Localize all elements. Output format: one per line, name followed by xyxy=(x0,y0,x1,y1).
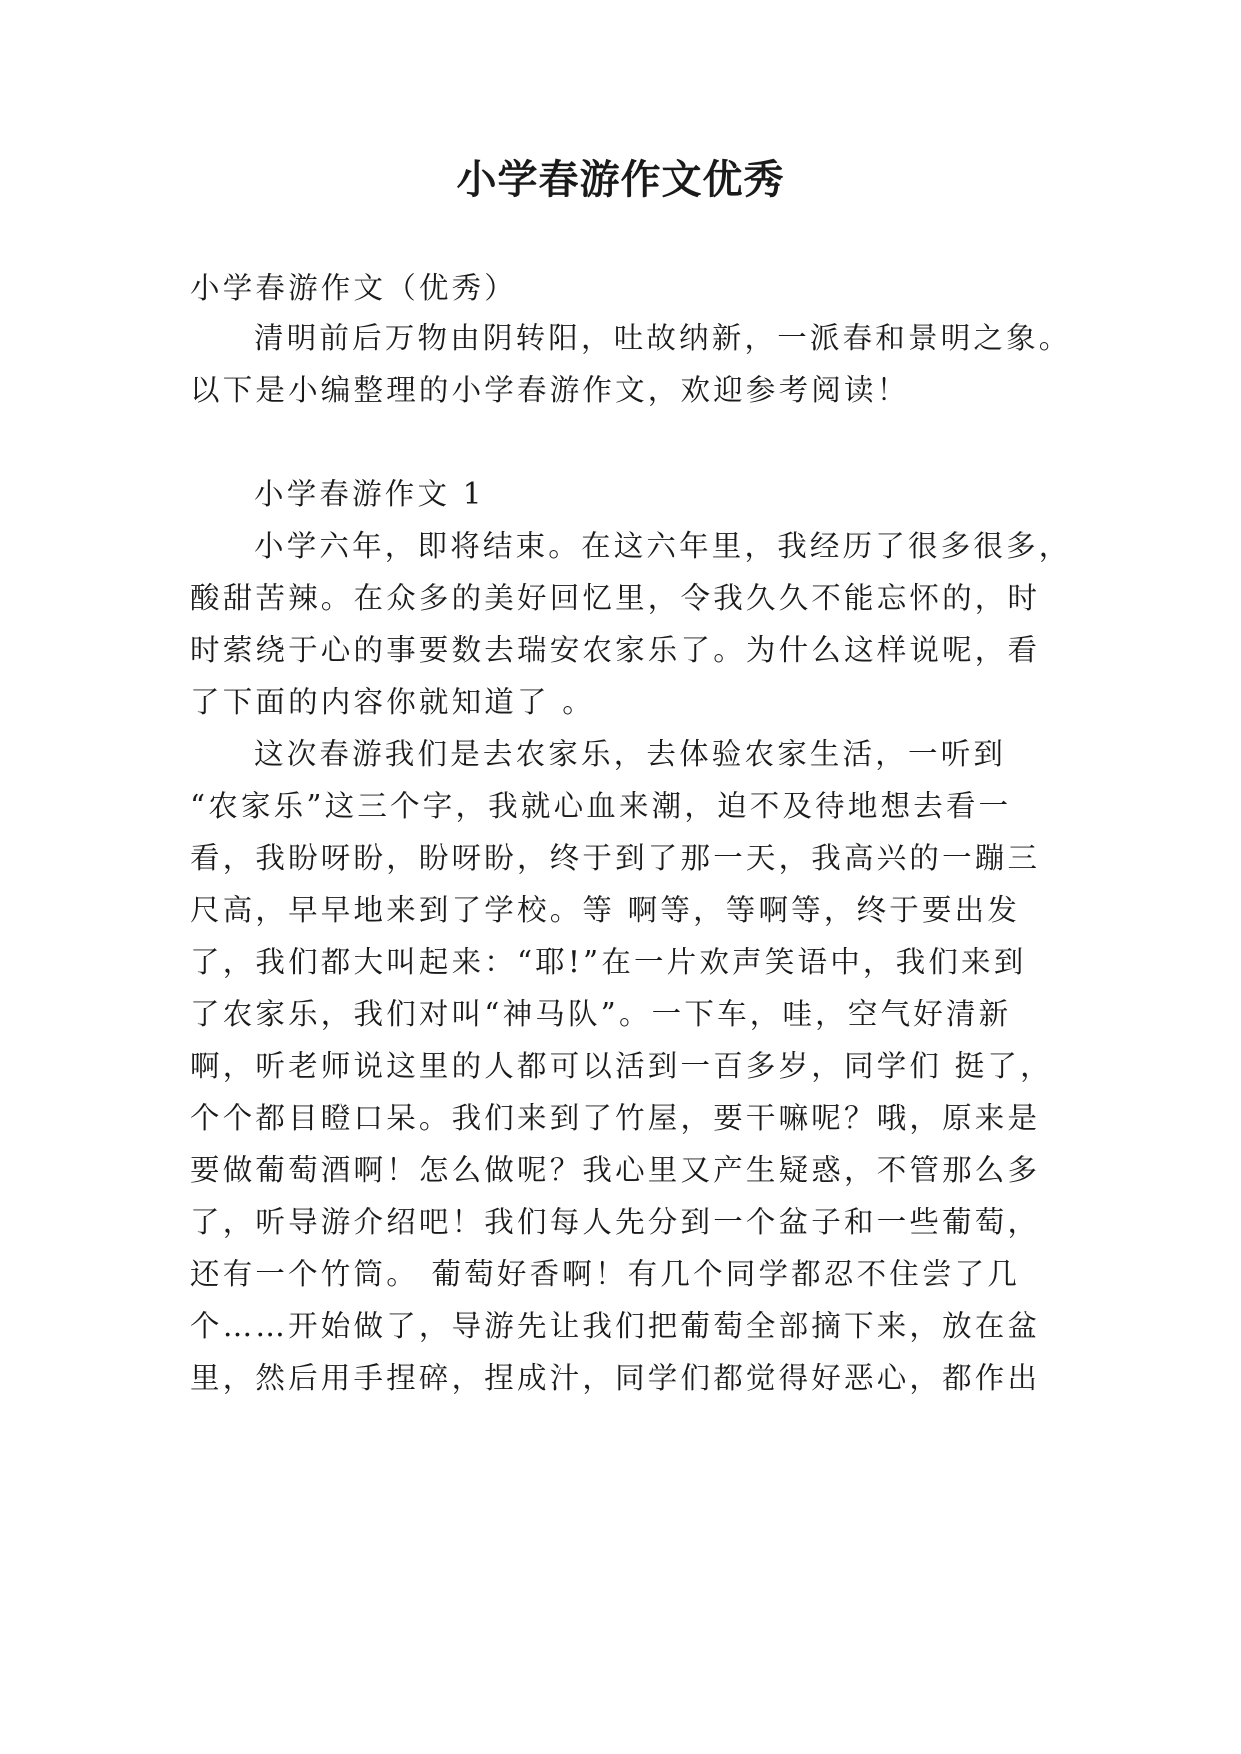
body-line: 了，听导游介绍吧！我们每人先分到一个盆子和一些葡萄， xyxy=(190,1205,1041,1239)
intro-line-2: 以下是小编整理的小学春游作文，欢迎参考阅读！ xyxy=(190,373,910,407)
intro-line-1: 清明前后万物由阴转阳，吐故纳新，一派春和景明之象。 xyxy=(254,321,1072,355)
document-title: 小学春游作文优秀 xyxy=(456,157,785,203)
body-line: 个个都目瞪口呆。我们来到了竹屋，要干嘛呢？哦，原来是 xyxy=(190,1101,1041,1135)
body-line: 了农家乐，我们对叫“神马队”。一下车，哇，空气好清新 xyxy=(190,997,1012,1031)
body-line: 了下面的内容你就知道了 。 xyxy=(190,685,595,719)
body-line: 看，我盼呀盼，盼呀盼，终于到了那一天，我高兴的一蹦三 xyxy=(190,841,1041,875)
section-heading: 小学春游作文 1 xyxy=(254,477,485,511)
body-line: 小学六年，即将结束。在这六年里，我经历了很多很多， xyxy=(254,529,1072,563)
body-line: 酸甜苦辣。在众多的美好回忆里，令我久久不能忘怀的，时 xyxy=(190,581,1041,615)
body-line: 啊，听老师说这里的人都可以活到一百多岁，同学们 挺了， xyxy=(190,1049,1053,1083)
body-line: 要做葡萄酒啊！怎么做呢？我心里又产生疑惑，不管那么多 xyxy=(190,1153,1041,1187)
body-line: 这次春游我们是去农家乐，去体验农家生活，一听到 xyxy=(254,737,1007,771)
body-line: “农家乐”这三个字，我就心血来潮，迫不及待地想去看一 xyxy=(190,789,1012,823)
body-line: 里，然后用手捏碎，捏成汁，同学们都觉得好恶心，都作出 xyxy=(190,1361,1041,1395)
body-line: 个……开始做了，导游先让我们把葡萄全部摘下来，放在盆 xyxy=(190,1309,1041,1343)
body-line: 尺高，早早地来到了学校。等 啊等，等啊等，终于要出发 xyxy=(190,893,1021,927)
document-subtitle: 小学春游作文（优秀） xyxy=(190,271,518,305)
body-line: 了，我们都大叫起来：“耶!”在一片欢声笑语中，我们来到 xyxy=(190,945,1027,979)
body-line: 还有一个竹筒。 葡萄好香啊！有几个同学都忍不住尝了几 xyxy=(190,1257,1021,1291)
body-line: 时萦绕于心的事要数去瑞安农家乐了。为什么这样说呢，看 xyxy=(190,633,1041,667)
